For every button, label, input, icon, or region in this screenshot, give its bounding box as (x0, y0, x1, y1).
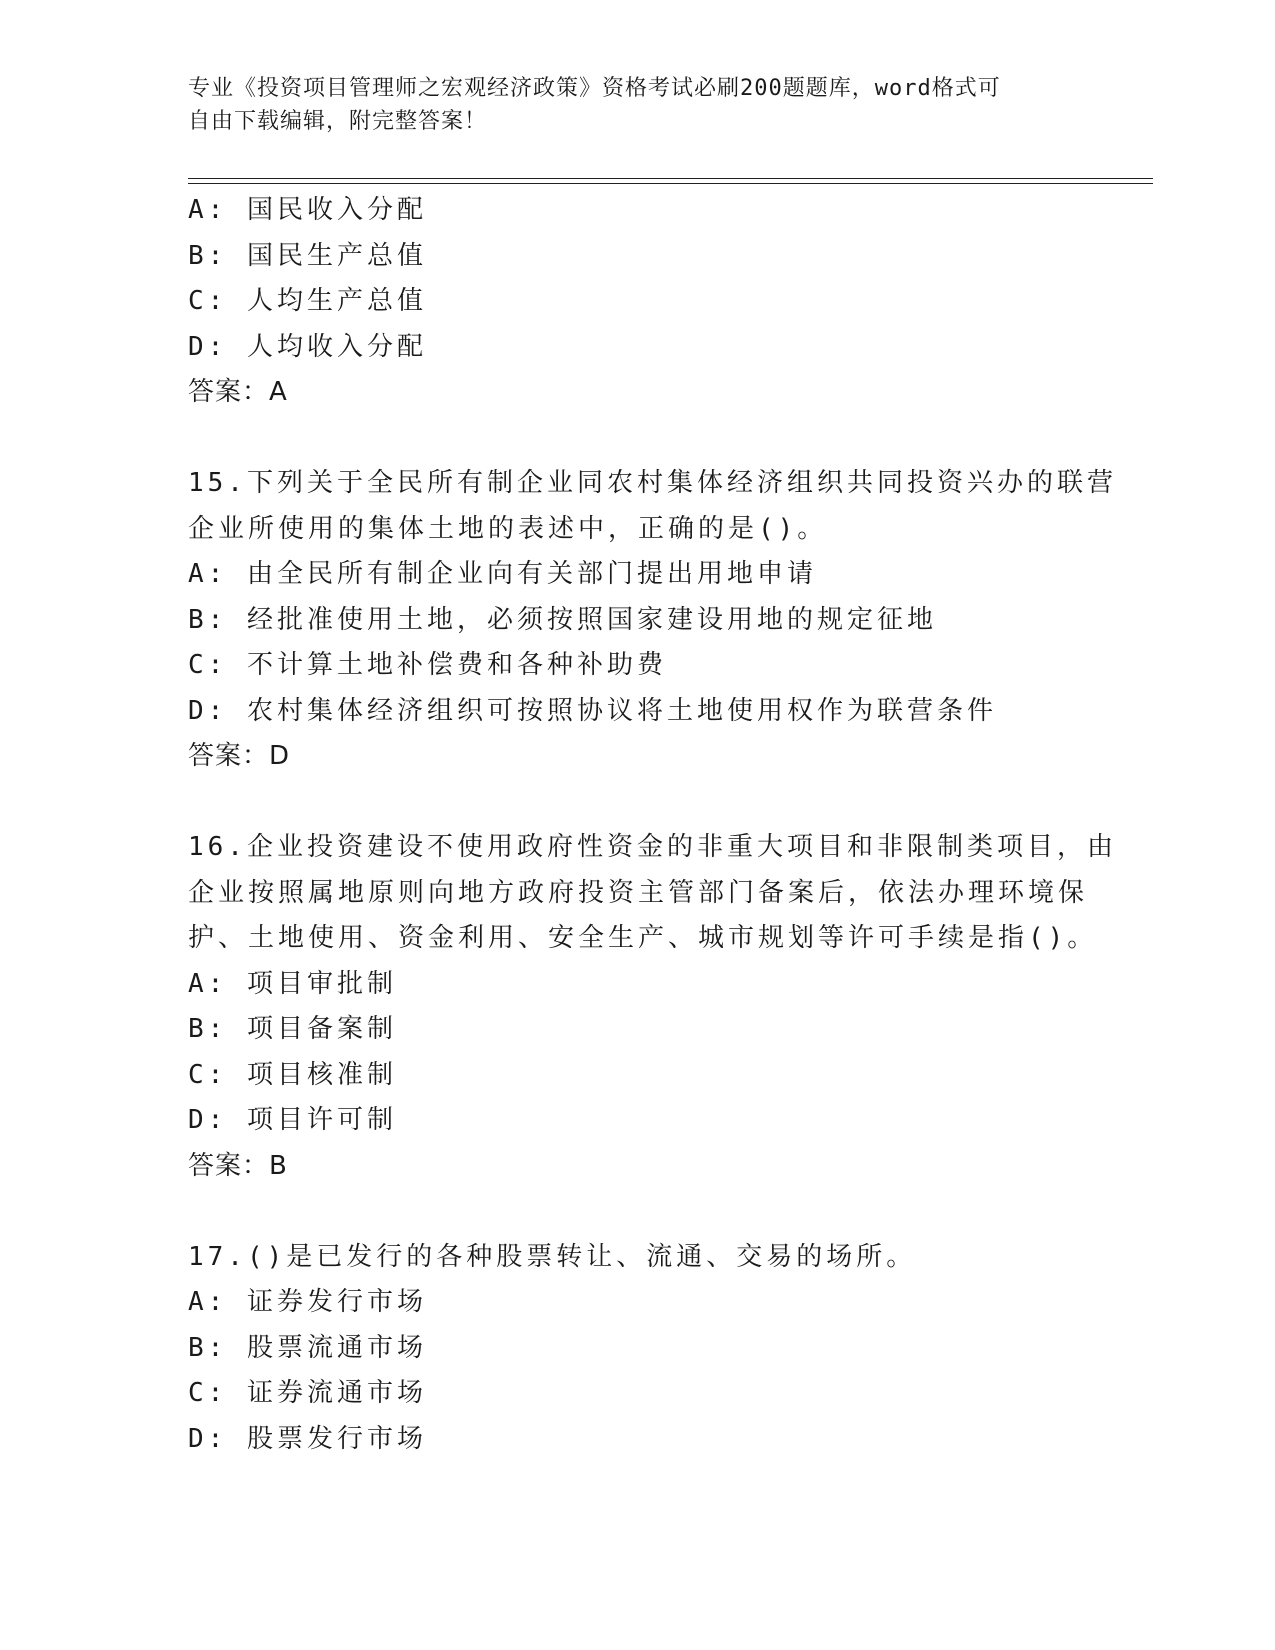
document-header (188, 72, 1088, 138)
option-a: A: 国民收入分配 (188, 195, 427, 225)
option-c: C: 项目核准制 (188, 1059, 397, 1090)
option-c: C: 不计算土地补偿费和各种补助费 (188, 650, 667, 680)
option-a: A: 证券发行市场 (188, 1287, 427, 1317)
spacer (188, 416, 1088, 462)
answer-line: 答案：A (188, 377, 288, 407)
option-c: C: 证券流通市场 (188, 1378, 427, 1408)
answer-line: 答案：B (188, 1150, 288, 1181)
question-stem-line: 企业按照属地原则向地方政府投资主管部门备案后，依法办理环境保 (188, 877, 1089, 908)
question-block-prev (188, 188, 1088, 416)
option-d: D: 农村集体经济组织可按照协议将土地使用权作为联营条件 (188, 695, 997, 726)
question-stem-line: 15.下列关于全民所有制企业同农村集体经济组织共同投资兴办的联营 (188, 468, 1117, 498)
spacer (188, 1189, 1088, 1235)
option-d: D: 股票发行市场 (188, 1423, 427, 1454)
header-divider-top (188, 178, 1153, 179)
header-title-line-2: 自由下载编辑，附完整答案！ (188, 109, 488, 134)
option-b: B: 国民生产总值 (188, 240, 427, 271)
question-stem-line: 16.企业投资建设不使用政府性资金的非重大项目和非限制类项目，由 (188, 832, 1117, 862)
option-a: A: 由全民所有制企业向有关部门提出用地申请 (188, 559, 817, 589)
question-stem-line: 17.()是已发行的各种股票转让、流通、交易的场所。 (188, 1241, 917, 1272)
option-d: D: 人均收入分配 (188, 331, 427, 362)
question-block-15 (188, 461, 1117, 780)
option-b: B: 股票流通市场 (188, 1332, 427, 1363)
question-stem-line: 企业所使用的集体土地的表述中，正确的是()。 (188, 513, 828, 544)
question-block-17 (188, 1235, 1088, 1463)
option-c: C: 人均生产总值 (188, 286, 427, 316)
answer-line: 答案：D (188, 741, 291, 771)
spacer (188, 780, 1088, 826)
header-divider-bottom (188, 183, 1153, 184)
question-block-16 (188, 825, 1117, 1189)
option-b: B: 项目备案制 (188, 1014, 397, 1044)
option-a: A: 项目审批制 (188, 968, 397, 999)
question-list (188, 188, 1117, 1462)
header-title-line-1: 专业《投资项目管理师之宏观经济政策》资格考试必刷200题题库，word格式可 (188, 76, 1001, 101)
option-d: D: 项目许可制 (188, 1105, 397, 1135)
option-b: B: 经批准使用土地，必须按照国家建设用地的规定征地 (188, 604, 937, 635)
question-stem-line: 护、土地使用、资金利用、安全生产、城市规划等许可手续是指()。 (188, 923, 1098, 953)
